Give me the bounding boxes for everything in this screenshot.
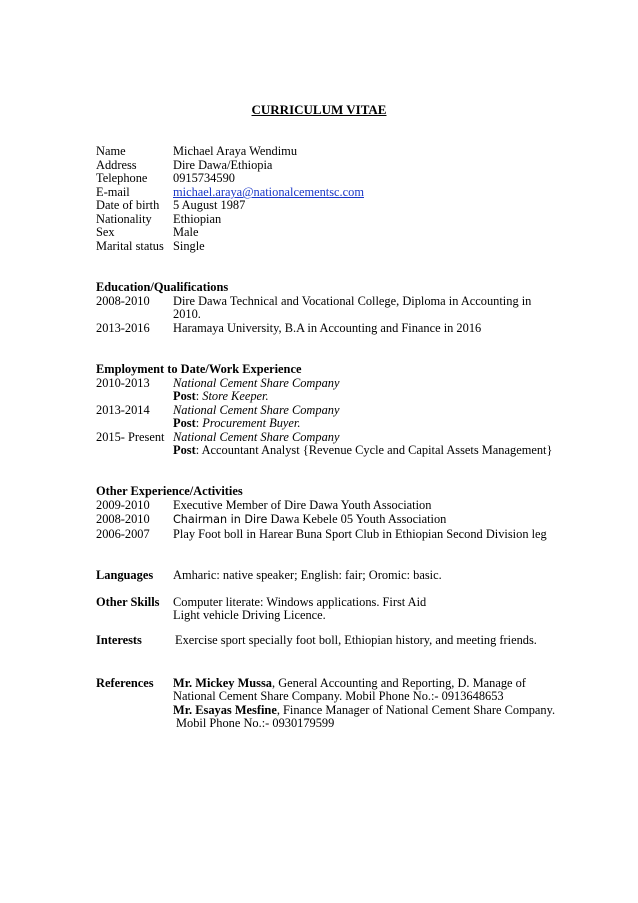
employment-years: 2010-2013 [96,376,150,390]
name-label: Name [96,144,126,158]
education-heading: Education/Qualifications [96,280,229,294]
education-text: Haramaya University, B.A in Accounting and Finance in 2016 [173,321,482,335]
reference-1-text: National Cement Share Company. Mobil Phone No.:- 0913648653 [173,689,504,703]
post-value: Accountant Analyst {Revenue Cycle and Capital Assets Management} [201,443,553,457]
reference-2-text: Mobil Phone No.:- 0930179599 [176,716,335,730]
other-years: 2006-2007 [96,527,150,541]
employment-heading: Employment to Date/Work Experience [96,362,302,376]
sex-label: Sex [96,225,115,239]
marital-value: Single [173,239,205,253]
employment-post: Post: Store Keeper. [173,389,269,403]
post-label: Post [173,443,196,457]
employment-company: National Cement Share Company [173,430,340,444]
marital-label: Marital status [96,239,164,253]
address-label: Address [96,158,137,172]
employment-company: National Cement Share Company [173,403,340,417]
dob-value: 5 August 1987 [173,198,246,212]
post-label: Post [173,416,196,430]
employment-company: National Cement Share Company [173,376,340,390]
other-text: Dawa Kebele 05 Youth Association [267,512,447,526]
employment-years: 2013-2014 [96,403,150,417]
nationality-label: Nationality [96,212,152,226]
page-title: CURRICULUM VITAE [251,102,387,117]
reference-2-text: , Finance Manager of National Cement Share Company. [276,703,556,717]
address-value: Dire Dawa/Ethiopia [173,158,273,172]
interests-label: Interests [96,633,142,647]
email-label: E-mail [96,185,130,199]
telephone-value: 0915734590 [173,171,235,185]
reference-1-name: Mr. Mickey Mussa [173,676,272,690]
education-text: Dire Dawa Technical and Vocational College, Diploma in Accounting in [173,294,532,308]
post-value: Procurement Buyer. [202,416,301,430]
nationality-value: Ethiopian [173,212,222,226]
dob-label: Date of birth [96,198,160,212]
other-text: Executive Member of Dire Dawa Youth Association [173,498,432,512]
skills-text: Light vehicle Driving Licence. [173,608,326,622]
other-years: 2008-2010 [96,512,150,526]
post-value: Store Keeper. [202,389,269,403]
other-years: 2009-2010 [96,498,150,512]
telephone-label: Telephone [96,171,148,185]
sex-value: Male [173,225,199,239]
name-value: Michael Araya Wendimu [173,144,298,158]
employment-post: Post: Procurement Buyer. [173,416,301,430]
languages-text: Amharic: native speaker; English: fair; Oromic: basic. [173,568,442,582]
other-text-line [173,513,446,527]
other-text-sans: Chairman in Dire [173,513,268,526]
skills-text: Computer literate: Windows applications. First Aid [173,595,427,609]
reference-1-text: , General Accounting and Reporting, D. Manage of [272,676,526,690]
post-label: Post [173,389,196,403]
other-heading: Other Experience/Activities [96,484,243,498]
education-text: 2010. [173,307,201,321]
languages-label: Languages [96,568,154,582]
employment-post: Post: Accountant Analyst {Revenue Cycle and Capital Assets Management} [173,443,553,457]
email-link[interactable]: michael.araya@nationalcementsc.com [173,185,364,199]
references-label: References [96,676,154,690]
skills-label: Other Skills [96,595,160,609]
reference-2-name: Mr. Esayas Mesfine [173,703,277,717]
education-years: 2008-2010 [96,294,150,308]
education-years: 2013-2016 [96,321,150,335]
interests-text: Exercise sport specially foot boll, Ethiopian history, and meeting friends. [175,633,537,647]
employment-years: 2015- Present [96,430,165,444]
other-text: Play Foot boll in Harear Buna Sport Club in Ethiopian Second Division leg [173,527,547,541]
